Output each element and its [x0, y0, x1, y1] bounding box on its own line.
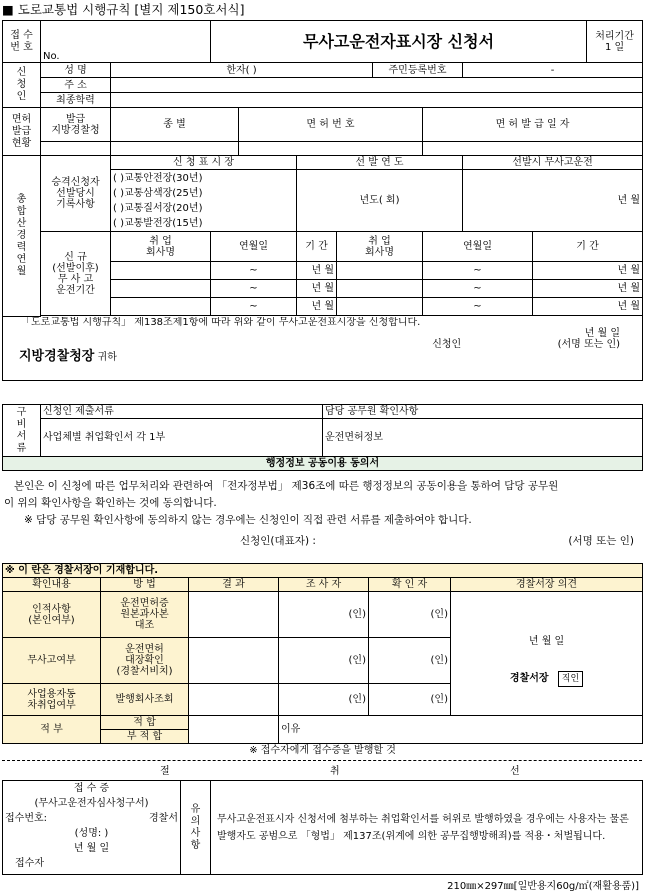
- period-field-2[interactable]: 년 월: [533, 280, 643, 298]
- submit-value: 사업체별 취업확인서 각 1부: [41, 419, 323, 457]
- receipt-number-label: 접 수 번 호: [3, 21, 41, 63]
- checker-seal[interactable]: (인): [369, 684, 451, 716]
- check-header: 담당 공무원 확인사항: [323, 405, 643, 419]
- result-field[interactable]: [189, 684, 279, 716]
- checker-seal[interactable]: (인): [369, 638, 451, 684]
- address-field[interactable]: [111, 78, 643, 93]
- period-field[interactable]: 년 월: [297, 262, 337, 280]
- documents-table: [2, 404, 643, 471]
- police-banner: ※ 이 란은 경찰서장이 기재합니다.: [3, 564, 643, 578]
- applicant-sign-note: (서명 또는 인): [557, 338, 621, 350]
- h-opinion: 경찰서장 의견: [451, 578, 643, 592]
- check-value: 운전면허정보: [323, 419, 643, 457]
- date-field-2[interactable]: ~: [423, 280, 533, 298]
- police-chief: 경찰서장: [509, 673, 549, 685]
- reason-label[interactable]: 이유: [279, 716, 643, 744]
- h-method: 방 법: [101, 578, 189, 592]
- license-type-label: 종 별: [111, 108, 239, 142]
- new-period-label: 신 규 (선발이후) 무 사 고 운전기간: [41, 232, 111, 316]
- h-result: 결 과: [189, 578, 279, 592]
- col-date-2: 연월일: [423, 232, 533, 262]
- receipt-receiver: 접수자: [15, 858, 44, 869]
- receipt-subtitle: (무사고운전자심사청구서): [34, 798, 149, 809]
- apply-header: 신 청 표 시 장: [111, 156, 297, 170]
- consent-note: ※ 담당 공무원 확인사항에 동의하지 않는 경우에는 신청인이 직접 관련 서류를 제출하여야 합니다.: [24, 514, 472, 526]
- receipt-title: 접 수 증: [73, 783, 110, 794]
- investigator-seal[interactable]: (인): [279, 684, 369, 716]
- select-field[interactable]: 년 월: [463, 170, 643, 232]
- id-field[interactable]: -: [463, 63, 643, 78]
- col-company-1: 취 업 회사명: [111, 232, 211, 262]
- license-number-label: 면 허 번 호: [239, 108, 423, 142]
- license-group: 면허 발급 현황: [3, 108, 41, 156]
- row-method: 운전면허 대장확인 (경찰서비치): [101, 638, 189, 684]
- cut-line: [2, 760, 642, 761]
- license-date-field[interactable]: [423, 142, 643, 156]
- company-field-2[interactable]: [337, 280, 423, 298]
- addressee: 지방경찰청장: [19, 348, 95, 364]
- row-method: 발행회사조회: [101, 684, 189, 716]
- name-field[interactable]: 한자( ): [111, 63, 373, 78]
- suitability-label: 적 부: [3, 716, 101, 744]
- no-label: No.: [43, 51, 60, 62]
- option-development[interactable]: ( )교통발전장(15년): [113, 217, 203, 229]
- suitable-label: 적 합: [101, 716, 189, 730]
- period-value: 1 일: [604, 41, 625, 53]
- option-tricolor[interactable]: ( )교통삼색장(25년): [113, 187, 203, 199]
- select-header: 선발시 무사고운전: [463, 156, 643, 170]
- company-field[interactable]: [111, 298, 211, 316]
- license-number-field[interactable]: [239, 142, 423, 156]
- result-field[interactable]: [189, 592, 279, 638]
- receipt-no-label: 접수번호:: [5, 813, 48, 824]
- opinion-date: 년 월 일: [528, 636, 565, 648]
- date-field[interactable]: ~: [211, 280, 297, 298]
- receipt-date: 년 월 일: [73, 843, 110, 854]
- applicant-group: 신 청 인: [3, 63, 41, 108]
- record-label: 승격신청자 선발당시 기록사항: [41, 156, 111, 232]
- addressee-suffix: 귀하: [97, 351, 117, 363]
- education-label: 최종학력: [41, 93, 111, 108]
- receipt-name: (성명: ): [74, 828, 109, 839]
- police-table: [2, 563, 643, 758]
- consent-sign-note: (서명 또는 인): [568, 535, 634, 547]
- unsuitable-label: 부 적 합: [101, 730, 189, 744]
- consent-signer: 신청인(대표자) :: [240, 535, 316, 547]
- h-content: 확인내용: [3, 578, 101, 592]
- company-field-2[interactable]: [337, 298, 423, 316]
- col-period-2: 기 간: [533, 232, 643, 262]
- col-date-1: 연월일: [211, 232, 297, 262]
- consent-title: 행정정보 공동이용 동의서: [3, 457, 643, 471]
- company-field-2[interactable]: [337, 262, 423, 280]
- consent-line-1: 본인은 이 신청에 따른 업무처리와 관련하여 「전자정부법」 제36조에 따른 행정정보의 공동이용을 통하여 담당 공무원: [14, 480, 559, 492]
- license-date-label: 면 허 발 급 일 자: [423, 108, 643, 142]
- license-type-field[interactable]: [111, 142, 239, 156]
- career-group: 총 합 산 경 력 연 월: [3, 156, 41, 317]
- period-field-2[interactable]: 년 월: [533, 298, 643, 316]
- investigator-seal[interactable]: (인): [279, 638, 369, 684]
- suitability-check[interactable]: [189, 716, 279, 744]
- station-field[interactable]: [41, 142, 111, 156]
- documents-group: 구 비 서 류: [3, 405, 41, 457]
- consent-line-2: 이 위의 확인사항을 확인하는 것에 동의합니다.: [4, 497, 217, 509]
- paper-spec: 210㎜×297㎜[일반용지60g/㎡(재활용품)]: [447, 881, 639, 892]
- period-field[interactable]: 년 월: [297, 280, 337, 298]
- applicant-signer: 신청인: [432, 338, 462, 350]
- statement-date: 년 월 일: [584, 327, 621, 339]
- application-table: [2, 20, 643, 381]
- option-safety[interactable]: ( )교통안전장(30년): [113, 172, 203, 184]
- period-field-2[interactable]: 년 월: [533, 262, 643, 280]
- form-header: ■ 도로교통법 시행규칙 [별지 제150호서식]: [2, 2, 245, 17]
- investigator-seal[interactable]: (인): [279, 592, 369, 638]
- col-period-1: 기 간: [297, 232, 337, 262]
- receipt-table: [2, 780, 643, 875]
- date-field[interactable]: ~: [211, 298, 297, 316]
- name-label: 성 명: [41, 63, 111, 78]
- caution-label: 유 의 사 항: [181, 781, 211, 875]
- col-company-2: 취 업 회사명: [337, 232, 423, 262]
- company-field[interactable]: [111, 262, 211, 280]
- id-label: 주민등록번호: [373, 63, 463, 78]
- statement-text: 「도로교통법 시행규칙」 제138조제1항에 따라 위와 같이 무사고운전표시장을 신청합니다.: [21, 316, 421, 328]
- submit-header: 신청인 제출서류: [41, 405, 323, 419]
- issue-note: ※ 접수자에게 접수증을 발행할 것: [249, 745, 396, 757]
- row-content: 사업용자동 차취업여부: [3, 684, 101, 716]
- cut-label-mid: 취: [330, 766, 340, 777]
- checker-seal[interactable]: (인): [369, 592, 451, 638]
- education-field[interactable]: [111, 93, 643, 108]
- year-field[interactable]: 년도( 회): [297, 170, 463, 232]
- consent-body: [2, 478, 642, 550]
- date-field-2[interactable]: ~: [423, 298, 533, 316]
- cut-label-left: 절: [160, 766, 170, 777]
- company-field[interactable]: [111, 280, 211, 298]
- row-method: 운전면허증 원본과사본 대조: [101, 592, 189, 638]
- official-seal-icon: 직인: [558, 671, 583, 687]
- station-label: 발급 지방경찰청: [41, 108, 111, 142]
- row-content: 무사고여부: [3, 638, 101, 684]
- period-field[interactable]: 년 월: [297, 298, 337, 316]
- h-checker: 확 인 자: [369, 578, 451, 592]
- caution-text: 무사고운전표시자 신청서에 첨부하는 취업확인서를 허위로 발행하였을 경우에는 사용자는 물론 발행자도 공범으로 「형법」 제137조(위계에 의한 공무집행방해죄)를 적용・처벌됩니다.: [211, 781, 643, 875]
- date-field[interactable]: ~: [211, 262, 297, 280]
- result-field[interactable]: [189, 638, 279, 684]
- form-title: 무사고운전자표시장 신청서: [303, 31, 495, 51]
- address-label: 주 소: [41, 78, 111, 93]
- period-label: 처리기간: [595, 30, 634, 42]
- h-investigator: 조 사 자: [279, 578, 369, 592]
- year-header: 선 발 연 도: [297, 156, 463, 170]
- cut-label-right: 선: [510, 766, 520, 777]
- date-field-2[interactable]: ~: [423, 262, 533, 280]
- row-content: 인적사항 (본인여부): [3, 592, 101, 638]
- receipt-office: 경찰서: [149, 813, 178, 824]
- option-order[interactable]: ( )교통질서장(20년): [113, 202, 203, 214]
